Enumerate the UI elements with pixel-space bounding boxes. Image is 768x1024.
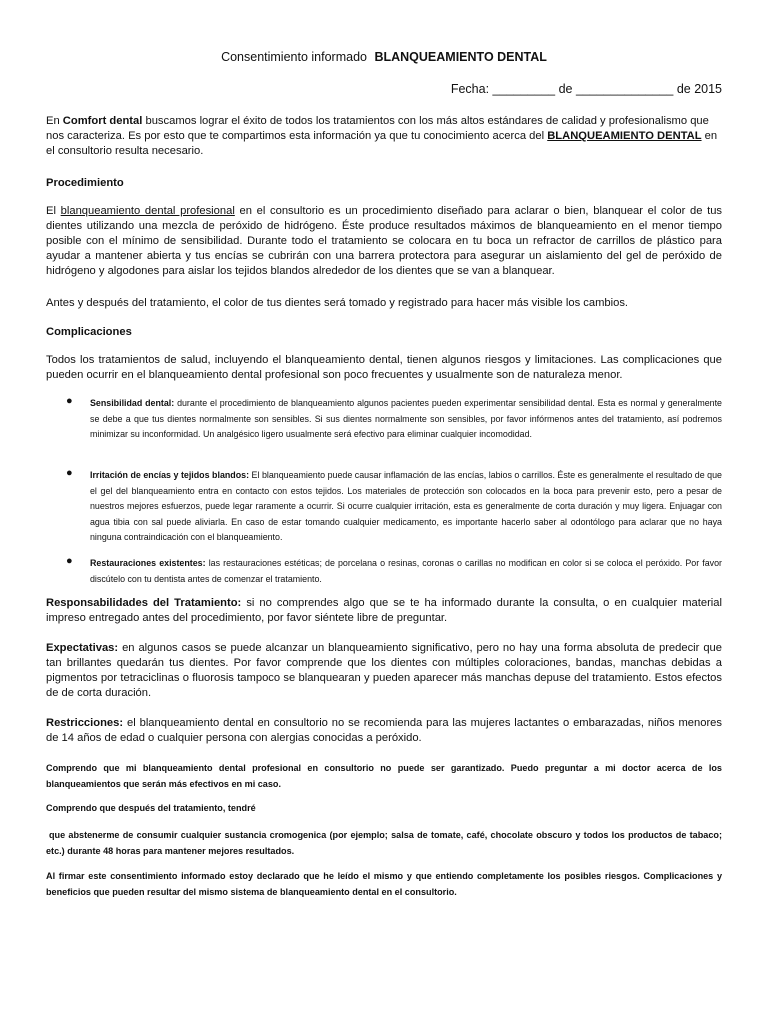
list-item-body: El blanqueamiento puede causar inflamación de las encías, labios o carrillos. Éste es generalmente el resultado de que el gel del blanqueamiento entra en contacto con estos tejidos. Los materiales de protección son colocados en la boca para prevenir esto, pero a pesar de nuestros mejores esfuerzos, puede legar raramente a ocurrir. Si ocurre cualquier irritación, esta es generalmente de corta duración y muy ligera. Enjuagar con agua tibia con sal puede aliviarla. En caso de estar tomando cualquier medicamento, es importante hacerlo saber al odontólogo para aclarar que no haya ninguna contraindicación con el blanqueamiento.: [90, 470, 722, 542]
final-paragraph-2: Comprendo que después del tratamiento, tendré: [46, 803, 256, 813]
list-item-label: Irritación de encías y tejidos blandos:: [90, 470, 250, 480]
date-de: de: [558, 82, 573, 96]
bullet-icon: ●: [66, 467, 73, 479]
title-emphasis: BLANQUEAMIENTO DENTAL: [374, 50, 547, 64]
proc-text: en el consultorio es un procedimiento diseñado para aclarar o bien, blanquear el color de tus dientes utilizando una mezcla de peróxido de hidrógeno. Éste produce resultados máximos de blanqueamiento en el menor tiempo posible con el mínimo de sensibilidad. Durante todo el tratamiento se colocara en tu boca un refractor de carrillos de plástico para ayudar a mantener abierta y tus encías se cubrirán con una barrera protectora para asegurar un aislamiento del gel de peróxido de hidrógeno y algodones para aislar los tejidos blandos alrededor de los dientes que se van a blanquear.: [46, 205, 723, 277]
list-item-text: [90, 396, 722, 443]
intro-text-1: buscamos lograr el éxito de todos los tratamientos con los más altos estándares de calidad y profesionalismo que nos caracteriza. Es por esto que te compartimos esta información ya que tu conocimiento acerca del: [46, 115, 709, 142]
responsabilidades-text: si no comprendes algo que se te ha informado durante la consulta, o en cualquier material impreso entregado antes del procedimiento, por favor siéntete libre de preguntar.: [46, 597, 723, 624]
list-item-text: [90, 468, 722, 546]
date-month-blank: ______________: [576, 82, 674, 96]
expectativas-label: Expectativas:: [46, 642, 119, 654]
expectativas-text: en algunos casos se puede alcanzar un blanqueamiento significativo, pero no hay una forma absoluta de predecir que tan brillantes quedarán tus dientes. Por favor comprende que los dientes con múltiples coloraciones, bandas, manchas debidas a pigmentos por tetraciclinas o fluorosis tampoco se blanquearan y pueden aparecer más manchas depuse del tratamiento. Estos efectos de de corta duración.: [46, 642, 722, 699]
heading-procedimiento: Procedimiento: [46, 177, 124, 189]
intro-text-2: en el consultorio resulta necesario.: [46, 130, 718, 157]
company-name: Comfort dental: [62, 115, 143, 127]
proc-underlined-term: blanqueamiento dental profesional: [60, 205, 235, 217]
list-item-label: Sensibilidad dental:: [90, 398, 175, 408]
date-day-blank: _________: [492, 82, 556, 96]
restricciones-label: Restricciones:: [46, 717, 124, 729]
title-prefix: Consentimiento informado: [221, 50, 367, 64]
complicaciones-intro: Todos los tratamientos de salud, incluyendo el blanqueamiento dental, tienen algunos riesgos y limitaciones. Las complicaciones que pueden ocurrir en el blanqueamiento dental profesional son poco frecuentes y usualmente son de naturaleza menor.: [46, 354, 722, 381]
intro-en: En: [46, 115, 60, 127]
expectativas-paragraph: [46, 641, 722, 701]
intro-paragraph: [46, 114, 722, 159]
procedimiento-paragraph-2: Antes y después del tratamiento, el color de tus dientes será tomado y registrado para hacer más visible los cambios.: [46, 297, 629, 309]
restricciones-text: el blanqueamiento dental en consultorio no se recomienda para las mujeres lactantes o embarazadas, niños menores de 14 años de edad o cualquier persona con alergias conocidas a peróxido.: [46, 717, 722, 744]
list-item-text: [90, 556, 722, 587]
list-item-body: las restauraciones estéticas; de porcelana o resinas, coronas o carillas no modifican en color si se coloca el peróxido. Por favor discútelo con tu dentista antes de comenzar el tratamiento.: [90, 558, 723, 584]
bullet-icon: ●: [66, 395, 73, 407]
date-year: de 2015: [676, 82, 722, 96]
final-paragraph-3: que abstenerme de consumir cualquier sustancia cromogenica (por ejemplo; salsa de tomate, café, chocolate obscuro y todos los productos de tabaco; etc.) durante 48 horas para mantener mejores resultados.: [46, 830, 722, 856]
final-paragraph-1: Comprendo que mi blanqueamiento dental profesional en consultorio no puede ser garantizado. Puedo preguntar a mi doctor acerca de los blanqueamientos que serán más efectivos en mi caso.: [46, 763, 722, 789]
proc-el: El: [46, 205, 56, 217]
list-item-label: Restauraciones existentes:: [90, 558, 206, 568]
final-paragraph-4: Al firmar este consentimiento informado estoy declarado que he leído el mismo y que entiendo completamente los posibles riesgos. Complicaciones y beneficios que pueden resultar del mismo sistema de blanqueamiento dental en el consultorio.: [46, 871, 722, 897]
date-line: [451, 82, 722, 96]
responsabilidades-paragraph: [46, 596, 722, 626]
document-title: [46, 50, 722, 64]
date-label: Fecha:: [450, 82, 490, 96]
list-item-body: durante el procedimiento de blanqueamiento algunos pacientes pueden experimentar sensibilidad dental. Esta es normal y generalmente se debe a que tus dientes normalmente son sensibles. Si sus dientes normalmente son sensibles, por favor infórmenos antes del tratamiento, así podremos minimizar su inconformidad. Un analgésico ligero usualmente será efectivo para eliminar cualquier incomodidad.: [90, 398, 722, 439]
intro-emphasis: BLANQUEAMIENTO DENTAL: [547, 130, 702, 142]
restricciones-paragraph: [46, 716, 722, 746]
responsabilidades-label: Responsabilidades del Tratamiento:: [46, 597, 242, 609]
heading-complicaciones: Complicaciones: [46, 326, 132, 338]
procedimiento-paragraph: [46, 204, 722, 279]
bullet-icon: ●: [66, 555, 73, 567]
